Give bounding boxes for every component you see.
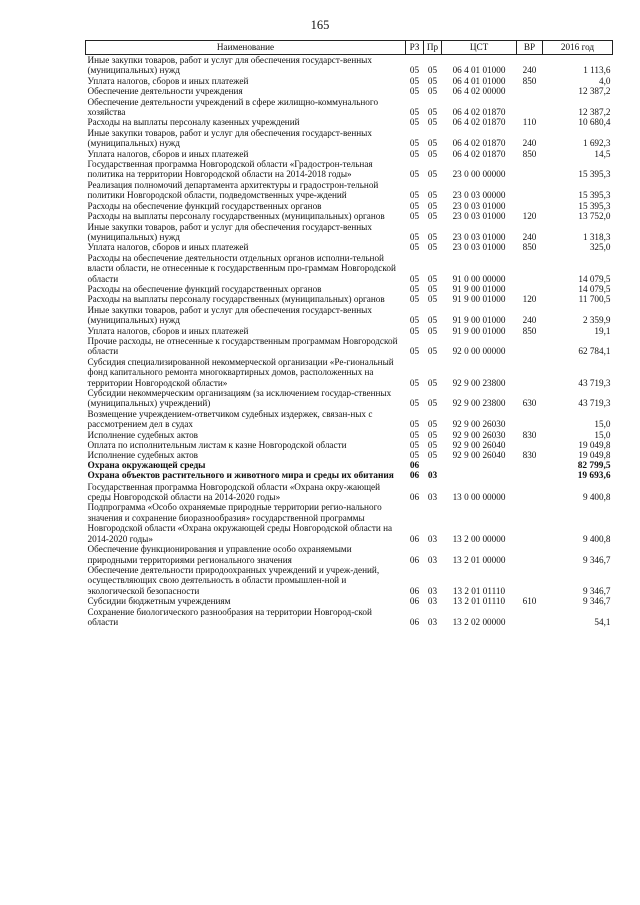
row-name: Иные закупки товаров, работ и услуг для обеспечения государст-венных (муниципальных) нужд: [87, 304, 372, 326]
table-row: [86, 450, 613, 460]
row-cst: 92 9 00 26030: [452, 429, 506, 440]
row-name: Расходы на выплаты персоналу казенных учреждений: [87, 117, 300, 128]
row-rz: 05: [409, 169, 420, 180]
row-vr: [517, 86, 543, 96]
row-cst: 06 4 02 01870: [452, 117, 506, 128]
table-row: [86, 294, 613, 304]
row-name: Исполнение судебных актов: [87, 429, 199, 440]
row-pr: 05: [427, 294, 438, 305]
row-vr: 630: [522, 398, 537, 409]
row-sum: 15 395,3: [578, 169, 611, 180]
header-rz: РЗ: [406, 41, 424, 55]
row-sum: 9 400,8: [582, 533, 611, 544]
row-cst: 06 4 02 01870: [452, 148, 506, 159]
row-cst: 91 0 00 00000: [452, 273, 506, 284]
row-rz: 06: [409, 533, 420, 544]
row-vr: [517, 284, 543, 294]
row-pr: 05: [427, 65, 438, 76]
row-vr: 610: [522, 596, 537, 607]
row-vr: [517, 357, 543, 388]
row-vr: [517, 180, 543, 201]
row-pr: 05: [427, 440, 438, 451]
table-row: [86, 565, 613, 596]
row-rz: 05: [409, 190, 420, 201]
header-name: Наименование: [86, 41, 406, 55]
row-cst: 23 0 00 00000: [452, 169, 506, 180]
table-row: [86, 471, 613, 481]
row-vr: 240: [522, 315, 537, 326]
table-row: [86, 159, 613, 180]
row-pr: 05: [427, 200, 438, 211]
row-sum: 9 346,7: [582, 596, 611, 607]
table-row: [86, 326, 613, 336]
row-sum: 43 719,3: [578, 377, 611, 388]
row-name: Охрана окружающей среды: [87, 460, 206, 471]
row-name: Прочие расходы, не отнесенные к государственным программам Новгородской области: [87, 335, 398, 357]
row-sum: 1 113,6: [583, 65, 611, 76]
row-sum: 11 700,5: [578, 294, 611, 305]
row-rz: 05: [409, 242, 420, 253]
table-row: [86, 180, 613, 201]
row-name: Уплата налогов, сборов и иных платежей: [87, 148, 249, 159]
row-vr: 850: [522, 148, 537, 159]
row-rz: 05: [409, 211, 420, 222]
row-cst: 23 0 03 01000: [452, 231, 506, 242]
row-sum: 19,1: [594, 325, 611, 336]
row-cst: 13 0 00 00000: [452, 492, 506, 503]
row-sum: 13 752,0: [578, 211, 611, 222]
row-sum: 325,0: [589, 242, 611, 253]
row-pr: 05: [427, 283, 438, 294]
row-rz: 06: [409, 492, 420, 503]
table-row: [86, 86, 613, 96]
row-rz: 05: [409, 419, 420, 430]
table-row: [86, 128, 613, 149]
row-rz: 06: [409, 460, 420, 471]
row-vr: [517, 201, 543, 211]
row-pr: 05: [427, 429, 438, 440]
table-row: [86, 222, 613, 243]
row-cst: 23 0 03 00000: [452, 190, 506, 201]
row-name: Расходы на выплаты персоналу государственных (муниципальных) органов: [87, 211, 385, 222]
row-vr: 830: [522, 429, 537, 440]
table-row: [86, 336, 613, 357]
table-row: [86, 201, 613, 211]
row-name: Обеспечение деятельности учреждений в сфере жилищно-коммунального хозяйства: [87, 96, 379, 118]
row-vr: 240: [522, 138, 537, 149]
budget-table: [85, 40, 613, 627]
row-name: Обеспечение деятельности природоохранных учреждений и учреж-дений, осуществляющих свою деятельность в области промышлен-ной и экологической безопасности: [87, 564, 380, 596]
row-vr: [517, 471, 543, 481]
row-name: Расходы на выплаты персоналу государственных (муниципальных) органов: [87, 294, 385, 305]
row-pr: 05: [427, 377, 438, 388]
row-name: Подпрограмма «Особо охраняемые природные территории регио-нального значения и сохранение биоразнообразия» государственной программы Новгородской области «Охрана окружающей среды Новгородской области на 2014-2020 годы»: [87, 502, 393, 544]
row-vr: 830: [522, 450, 537, 461]
row-rz: 05: [409, 325, 420, 336]
row-sum: 15,0: [594, 429, 611, 440]
row-vr: 240: [522, 65, 537, 76]
row-vr: 850: [522, 75, 537, 86]
row-rz: 05: [409, 273, 420, 284]
table-row: [86, 607, 613, 628]
page-number: 165: [310, 18, 330, 32]
row-pr: 03: [427, 471, 438, 482]
row-cst: 13 2 02 00000: [452, 616, 506, 627]
row-pr: 05: [427, 75, 438, 86]
row-rz: 05: [409, 148, 420, 159]
header-vr: ВР: [517, 41, 543, 55]
row-pr: 03: [427, 492, 438, 503]
row-rz: 06: [409, 616, 420, 627]
row-sum: 14 079,5: [578, 273, 611, 284]
row-cst: 92 9 00 23800: [452, 398, 506, 409]
table-row: [86, 430, 613, 440]
row-sum: 12 387,2: [578, 86, 611, 97]
row-cst: 91 9 00 01000: [452, 283, 506, 294]
row-pr: 03: [427, 616, 438, 627]
row-name: Охрана объектов растительного и животного мира и среды их обитания: [87, 471, 394, 482]
row-name: Уплата налогов, сборов и иных платежей: [87, 325, 249, 336]
row-cst: 06 4 01 01000: [452, 65, 506, 76]
row-rz: 05: [409, 75, 420, 86]
row-vr: [517, 409, 543, 430]
row-name: Субсидии некоммерческим организациям (за исключением государ-ственных (муниципальных) учреждений): [87, 388, 392, 409]
row-pr: 03: [427, 585, 438, 596]
row-vr: [517, 97, 543, 118]
row-rz: 05: [409, 65, 420, 76]
row-name: Иные закупки товаров, работ и услуг для обеспечения государст-венных (муниципальных) нужд: [87, 221, 372, 242]
row-rz: 06: [409, 596, 420, 607]
row-name: Государственная программа Новгородской области «Охрана окру-жающей среды Новгородской области на 2014-2020 годы»: [87, 481, 381, 503]
row-rz: 05: [409, 440, 420, 451]
table-row: [86, 357, 613, 388]
row-pr: 05: [427, 450, 438, 461]
table-row: [86, 55, 613, 76]
row-sum: 14 079,5: [578, 283, 611, 294]
table-row: [86, 305, 613, 326]
row-sum: 9 400,8: [582, 492, 611, 503]
table-row: [86, 596, 613, 606]
row-vr: [517, 159, 543, 180]
row-sum: 15 395,3: [578, 200, 611, 211]
row-pr: 05: [427, 325, 438, 336]
row-pr: [424, 461, 442, 471]
header-pr: Пр: [424, 41, 442, 55]
row-name: Обеспечение функционирования и управление особо охраняемыми природными территориями регионального значения: [87, 544, 352, 565]
row-rz: 05: [409, 117, 420, 128]
row-sum: 15,0: [594, 419, 611, 430]
row-pr: 05: [427, 315, 438, 326]
row-cst: 92 9 00 23800: [452, 377, 506, 388]
row-name: Иные закупки товаров, работ и услуг для обеспечения государст-венных (муниципальных) нужд: [87, 55, 372, 76]
row-name: Уплата налогов, сборов и иных платежей: [87, 242, 249, 253]
row-cst: 91 9 00 01000: [452, 294, 506, 305]
row-cst: [442, 461, 517, 471]
row-rz: 05: [409, 398, 420, 409]
row-name: Исполнение судебных актов: [87, 450, 199, 461]
row-pr: 03: [427, 554, 438, 565]
row-pr: 05: [427, 346, 438, 357]
row-sum: 9 346,7: [582, 554, 611, 565]
row-cst: 13 2 00 00000: [452, 533, 506, 544]
row-pr: 05: [427, 169, 438, 180]
row-rz: 05: [409, 283, 420, 294]
row-vr: [517, 544, 543, 565]
row-sum: 19 049,8: [578, 440, 611, 451]
row-sum: 12 387,2: [578, 107, 611, 118]
row-rz: 05: [409, 107, 420, 118]
row-sum: 9 346,7: [582, 585, 611, 596]
row-vr: [517, 253, 543, 284]
row-cst: 92 9 00 26030: [452, 419, 506, 430]
row-vr: [517, 336, 543, 357]
row-sum: 1 318,3: [582, 231, 611, 242]
row-cst: 23 0 03 01000: [452, 242, 506, 253]
table-row: [86, 117, 613, 127]
row-vr: [517, 565, 543, 596]
table-row: [86, 544, 613, 565]
row-name: Иные закупки товаров, работ и услуг для обеспечения государст-венных (муниципальных) нужд: [87, 127, 372, 149]
table-row: [86, 461, 613, 471]
row-cst: 13 2 01 00000: [452, 554, 506, 565]
row-pr: 05: [427, 107, 438, 118]
row-cst: 13 2 01 01110: [452, 585, 506, 596]
header-sum: 2016 год: [543, 41, 613, 55]
row-pr: 05: [427, 117, 438, 128]
row-vr: 240: [522, 231, 537, 242]
row-pr: 05: [427, 148, 438, 159]
row-name: Государственная программа Новгородской области «Градострон-тельная политика на территории Новгородской области на 2014-2018 годы»: [87, 159, 373, 180]
row-pr: 05: [427, 190, 438, 201]
row-rz: 05: [409, 377, 420, 388]
row-pr: 03: [427, 596, 438, 607]
header-cst: ЦСТ: [442, 41, 517, 55]
row-pr: 05: [427, 231, 438, 242]
row-rz: 06: [409, 471, 420, 482]
row-name: Расходы на обеспечение деятельности отдельных органов исполни-тельной власти области, не отнесенные к государственным про-граммам Новгородской области: [87, 252, 396, 284]
row-cst: 23 0 03 01000: [452, 200, 506, 211]
row-rz: 05: [409, 86, 420, 97]
row-sum: 1 692,3: [582, 138, 611, 149]
row-sum: 14,5: [594, 148, 611, 159]
row-cst: 92 0 00 00000: [452, 346, 506, 357]
row-vr: [517, 502, 543, 544]
table-header-row: [86, 41, 613, 55]
row-name: Возмещение учреждением-ответчиком судебных издержек, связан-ных с рассмотрением дел в судах: [87, 408, 373, 430]
row-vr: 850: [522, 325, 537, 336]
row-vr: [517, 482, 543, 503]
row-pr: 05: [427, 211, 438, 222]
row-cst: 91 9 00 01000: [452, 325, 506, 336]
row-rz: 05: [409, 294, 420, 305]
row-rz: 06: [409, 554, 420, 565]
row-rz: 05: [409, 429, 420, 440]
table-row: [86, 482, 613, 503]
table-row: [86, 388, 613, 409]
row-rz: 06: [409, 585, 420, 596]
row-pr: 05: [427, 419, 438, 430]
row-cst: 23 0 03 01000: [452, 211, 506, 222]
row-name: Оплата по исполнительным листам к казне Новгородской области: [87, 440, 347, 451]
row-cst: [442, 471, 517, 481]
row-pr: 03: [427, 533, 438, 544]
row-sum: 62 784,1: [578, 346, 611, 357]
row-sum: 4,0: [599, 75, 611, 86]
row-sum: 19 693,6: [577, 471, 611, 482]
row-sum: 15 395,3: [578, 190, 611, 201]
row-sum: 10 680,4: [578, 117, 611, 128]
table-body: [86, 55, 613, 628]
row-name: Субсидия специализированной некоммерческой организации «Ре-гиональный фонд капитального ремонта многоквартирных домов, расположенных на территории Новгородской области»: [87, 356, 394, 388]
row-rz: 05: [409, 450, 420, 461]
table-row: [86, 97, 613, 118]
row-cst: 13 2 01 01110: [452, 596, 506, 607]
table-row: [86, 149, 613, 159]
row-vr: 120: [522, 294, 537, 305]
row-name: Субсидии бюджетным учреждениям: [87, 596, 231, 607]
row-cst: 06 4 02 01870: [452, 107, 506, 118]
row-sum: 82 799,5: [577, 460, 611, 471]
row-vr: [517, 440, 543, 450]
row-pr: 05: [427, 138, 438, 149]
row-name: Расходы на обеспечение функций государственных органов: [87, 200, 322, 211]
table-row: [86, 440, 613, 450]
row-rz: 05: [409, 200, 420, 211]
row-pr: 05: [427, 242, 438, 253]
row-sum: 2 359,9: [582, 315, 611, 326]
row-rz: 05: [409, 346, 420, 357]
row-rz: 05: [409, 231, 420, 242]
row-cst: 06 4 02 00000: [452, 86, 506, 97]
row-name: Сохранение биологического разнообразия на территории Новгород-ской области: [87, 606, 372, 627]
row-vr: [517, 461, 543, 471]
table-row: [86, 253, 613, 284]
row-name: Уплата налогов, сборов и иных платежей: [87, 75, 249, 86]
row-rz: 05: [409, 315, 420, 326]
row-name: Расходы на обеспечение функций государственных органов: [87, 283, 322, 294]
row-vr: 120: [522, 211, 537, 222]
row-vr: 850: [522, 242, 537, 253]
row-vr: 110: [522, 117, 537, 128]
table-row: [86, 211, 613, 221]
row-sum: 43 719,3: [578, 398, 611, 409]
row-pr: 05: [427, 273, 438, 284]
row-vr: [517, 607, 543, 628]
table-row: [86, 502, 613, 544]
table-row: [86, 76, 613, 86]
row-pr: 05: [427, 398, 438, 409]
row-cst: 06 4 01 01000: [452, 75, 506, 86]
table-row: [86, 242, 613, 252]
row-name: Реализация полномочий департамента архитектуры и градострон-тельной политики Новгородской области, подведомственных учре-ждений: [87, 179, 379, 201]
row-pr: 05: [427, 86, 438, 97]
row-rz: 05: [409, 138, 420, 149]
row-sum: 19 049,8: [578, 450, 611, 461]
row-cst: 92 9 00 26040: [452, 440, 506, 451]
row-cst: 91 9 00 01000: [452, 315, 506, 326]
table-row: [86, 284, 613, 294]
row-cst: 92 9 00 26040: [452, 450, 506, 461]
row-name: Обеспечение деятельности учреждения: [87, 86, 243, 97]
row-sum: 54,1: [594, 616, 611, 627]
table-row: [86, 409, 613, 430]
row-cst: 06 4 02 01870: [452, 138, 506, 149]
